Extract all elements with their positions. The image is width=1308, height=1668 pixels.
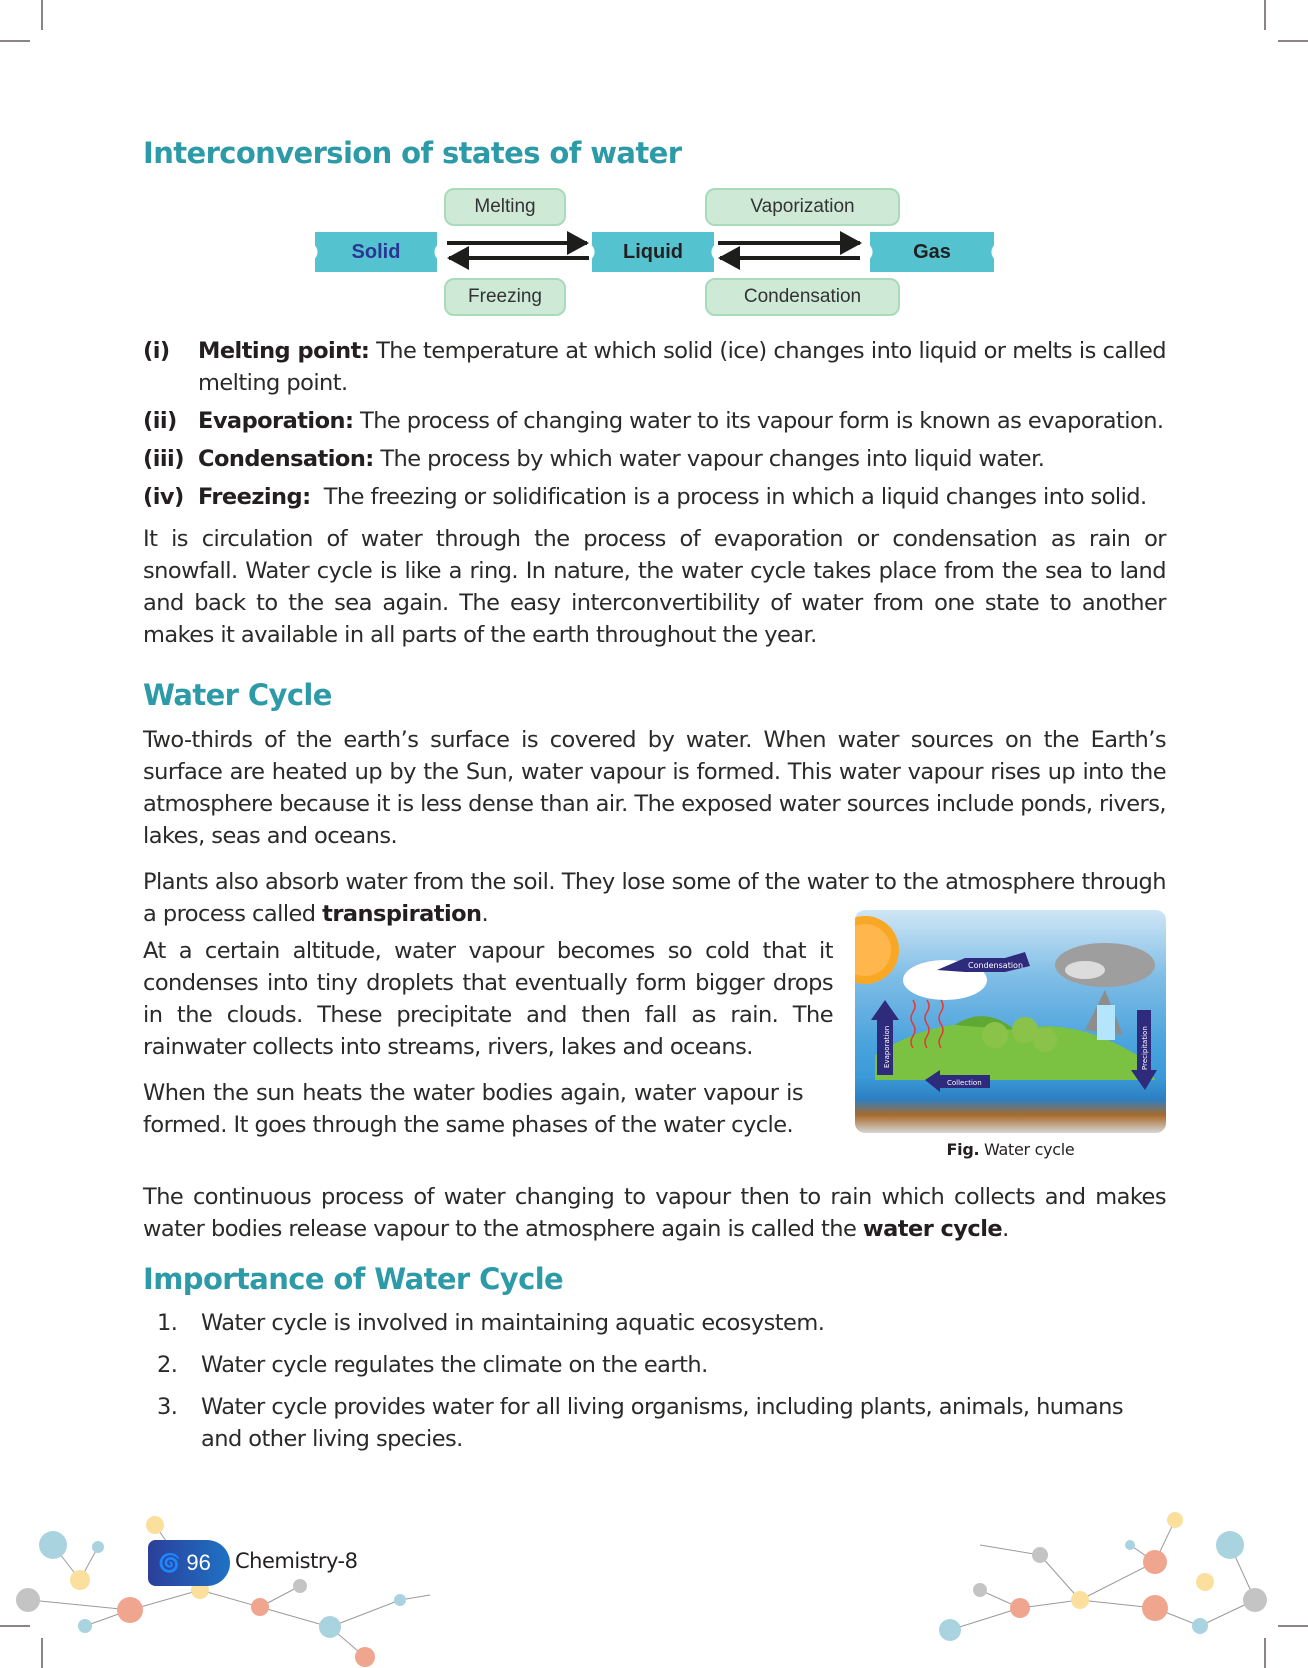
definition-text: The process of changing water to its vapour form is known as evaporation. [353, 408, 1164, 434]
heading-interconversion: Interconversion of states of water [143, 136, 682, 170]
svg-text:Collection: Collection [947, 1079, 982, 1087]
bold-term: water cycle [862, 1216, 1003, 1242]
svg-text:Evaporation: Evaporation [883, 1025, 891, 1068]
crop-mark [1264, 0, 1266, 30]
paragraph-two-thirds: Two-thirds of the earth’s surface is covered by water. When water sources on the Earth’s surface are heated up by the Sun, water vapour is formed. This water vapour rises up into the atmosphere because it is less dense than air. The exposed water sources include ponds, rivers, lakes, seas and oceans. [143, 727, 1166, 849]
book-title: Chemistry-8 [235, 1549, 358, 1573]
list-text: Water cycle regulates the climate on the earth. [201, 1352, 708, 1378]
crop-mark [41, 0, 43, 30]
definition-item [143, 443, 1166, 475]
arrow-left-icon [720, 256, 860, 260]
list-text: Water cycle provides water for all living organisms, including plants, animals, humans and other living species. [201, 1394, 1124, 1452]
heading-importance: Importance of Water Cycle [143, 1262, 564, 1296]
list-number: 2. [157, 1352, 178, 1378]
definition-text: The process by which water vapour changes into liquid water. [373, 446, 1045, 472]
text: Plants also absorb water from the soil. They lose some of the water to the atmosphere through a process called [143, 869, 1166, 927]
state-solid: Solid [315, 232, 437, 272]
process-vaporization: Vaporization [705, 188, 900, 226]
definition-term: Condensation: [198, 446, 374, 472]
svg-text:Condensation: Condensation [968, 961, 1024, 970]
definitions-list [143, 335, 1166, 519]
definition-term: Evaporation: [198, 408, 354, 434]
page-number: 96 [186, 1550, 211, 1575]
definition-number: (iv) [143, 484, 184, 510]
crop-mark [0, 40, 30, 42]
paragraph-sun-heats: When the sun heats the water bodies again, water vapour is formed. It goes through the same phases of the water cycle. [143, 1080, 803, 1138]
water-cycle-figure [855, 910, 1166, 1133]
water-cycle-illustration [855, 910, 1166, 1133]
caption-text: Water cycle [979, 1140, 1075, 1159]
definition-item [143, 405, 1166, 437]
state-gas: Gas [870, 232, 994, 272]
process-freezing: Freezing [444, 278, 566, 316]
definition-item [143, 335, 1166, 399]
list-number: 1. [157, 1310, 178, 1336]
page-number-badge [148, 1540, 230, 1586]
definition-number: (ii) [143, 408, 177, 434]
definition-number: (i) [143, 338, 170, 364]
list-item [143, 1307, 1166, 1339]
list-text: Water cycle is involved in maintaining aquatic ecosystem. [201, 1310, 825, 1336]
list-item [143, 1391, 1166, 1455]
text: . [1002, 1216, 1009, 1242]
paragraph-altitude: At a certain altitude, water vapour becomes so cold that it condenses into tiny droplets that eventually form bigger drops in the clouds. These precipitate and then fall as rain. The rainwater collects into streams, rivers, lakes and oceans. [143, 938, 833, 1060]
bold-term: transpiration [322, 901, 482, 927]
definition-term: Freezing: [198, 484, 311, 510]
text: The continuous process of water changing to vapour then to rain which collects and makes water bodies release vapour to the atmosphere again is called the [143, 1184, 1166, 1242]
heading-water-cycle: Water Cycle [143, 678, 332, 712]
list-item [143, 1349, 1166, 1381]
figure-caption [855, 1140, 1166, 1159]
arrow-right-icon [447, 241, 587, 245]
arrow-right-icon [718, 241, 860, 245]
definition-number: (iii) [143, 446, 184, 472]
definition-text: The freezing or solidification is a process in which a liquid changes into solid. [310, 484, 1147, 510]
caption-prefix: Fig. [946, 1140, 980, 1159]
definition-item [143, 481, 1166, 513]
definition-term: Melting point: [198, 338, 370, 364]
paragraph-circulation: It is circulation of water through the process of evaporation or condensation as rain or snowfall. Water cycle is like a ring. In nature, the water cycle takes place from the sea to land and back to the sea again. The easy interconvertibility of water from one state to another makes it available in all parts of the earth throughout the year. [143, 526, 1166, 648]
state-liquid: Liquid [592, 232, 714, 272]
swirl-icon: 🌀 [158, 1552, 181, 1573]
process-condensation: Condensation [705, 278, 900, 316]
text: . [481, 901, 489, 927]
paragraph-continuous-process [143, 1181, 1166, 1245]
importance-list [143, 1307, 1166, 1465]
arrow-left-icon [449, 256, 589, 260]
svg-text:Precipitation: Precipitation [1141, 1026, 1149, 1070]
definition-text: The temperature at which solid (ice) changes into liquid or melts is called melting point. [198, 338, 1166, 396]
list-number: 3. [157, 1394, 178, 1420]
process-melting: Melting [444, 188, 566, 226]
crop-mark [1278, 40, 1308, 42]
